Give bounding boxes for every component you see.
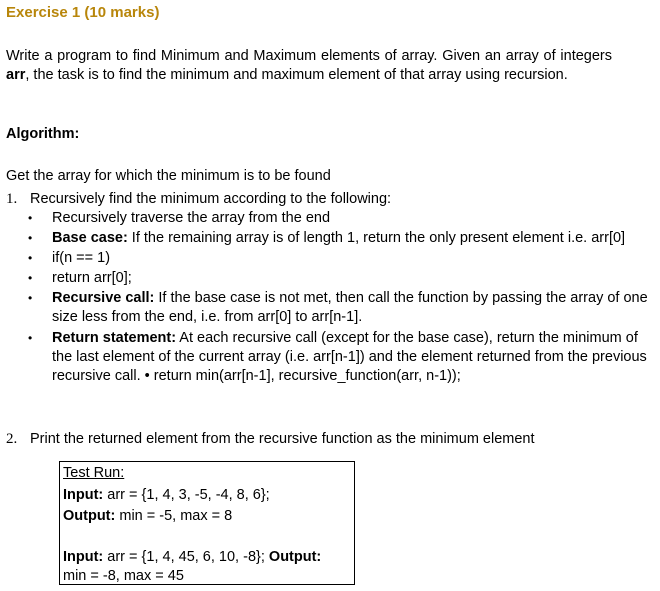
- bullet-text: return arr[0];: [52, 270, 132, 286]
- test-run-heading: Test Run:: [63, 465, 125, 481]
- bullet-bold-label: Return statement:: [52, 330, 177, 346]
- bullet-bold-label: Base case:: [52, 230, 128, 246]
- test-case-1-output: [63, 507, 232, 526]
- bullet-dot-icon: •: [28, 331, 33, 345]
- output-label: Output:: [63, 508, 116, 524]
- intro-text-before: Write a program to find Minimum and Maximum elements of array. Given an array of integers: [6, 48, 612, 64]
- exercise-title: Exercise 1 (10 marks): [6, 4, 160, 21]
- bullet-dot-icon: •: [28, 251, 33, 265]
- intro-text-after: , the task is to find the minimum and maximum element of that array using recursion.: [25, 67, 568, 83]
- bullet-item: [6, 329, 654, 386]
- bullet-text: If the base case is not met, then call the function by passing the array of one size less from the end, i.e. from arr[0] to arr[n-1].: [52, 290, 648, 325]
- intro-bold-arr: arr: [6, 67, 26, 83]
- algorithm-heading: Algorithm:: [6, 126, 80, 142]
- input-value: arr = {1, 4, 45, 6, 10, -8};: [103, 549, 265, 565]
- test-case-2-input: [63, 548, 321, 567]
- step-2-text: Print the returned element from the recursive function as the minimum element: [30, 431, 535, 447]
- bullet-item: [6, 229, 654, 248]
- bullet-item: [6, 249, 654, 268]
- input-label: Input:: [63, 487, 104, 503]
- bullet-item: [6, 209, 654, 228]
- bullet-bold-label: Recursive call:: [52, 290, 155, 306]
- intro-paragraph: [6, 47, 612, 85]
- step-1-bullet-list: [6, 209, 654, 387]
- test-case-2-output: min = -8, max = 45: [63, 568, 184, 584]
- bullet-text: Recursively traverse the array from the end: [52, 210, 331, 226]
- step-1-number: 1.: [6, 191, 18, 207]
- bullet-dot-icon: •: [28, 291, 33, 305]
- bullet-text: At each recursive call (except for the base case), return the minimum of the last element of the current array (i.e. arr[n-1]) and the element returned from the previous recursive call. • return min(arr[n-1], recursive_function(arr, n-1));: [52, 330, 647, 384]
- bullet-item: [6, 269, 654, 288]
- bullet-text: If the remaining array is of length 1, return the only present element i.e. arr[0]: [127, 230, 626, 246]
- test-run-box: [59, 461, 355, 585]
- step-2-number: 2.: [6, 431, 18, 447]
- output-label: Output:: [268, 549, 322, 565]
- step-2: [6, 430, 535, 449]
- bullet-dot-icon: •: [28, 231, 33, 245]
- bullet-item: [6, 289, 654, 327]
- step-1: [6, 190, 391, 209]
- step-1-text: Recursively find the minimum according to the following:: [30, 191, 392, 207]
- output-value: min = -5, max = 8: [115, 508, 233, 524]
- bullet-text: if(n == 1): [52, 250, 111, 266]
- bullet-dot-icon: •: [28, 211, 33, 225]
- test-case-1-input: [63, 486, 270, 505]
- input-label: Input:: [63, 549, 104, 565]
- algorithm-preface: Get the array for which the minimum is to be found: [6, 168, 331, 184]
- bullet-dot-icon: •: [28, 271, 33, 285]
- input-value: arr = {1, 4, 3, -5, -4, 8, 6};: [103, 487, 270, 503]
